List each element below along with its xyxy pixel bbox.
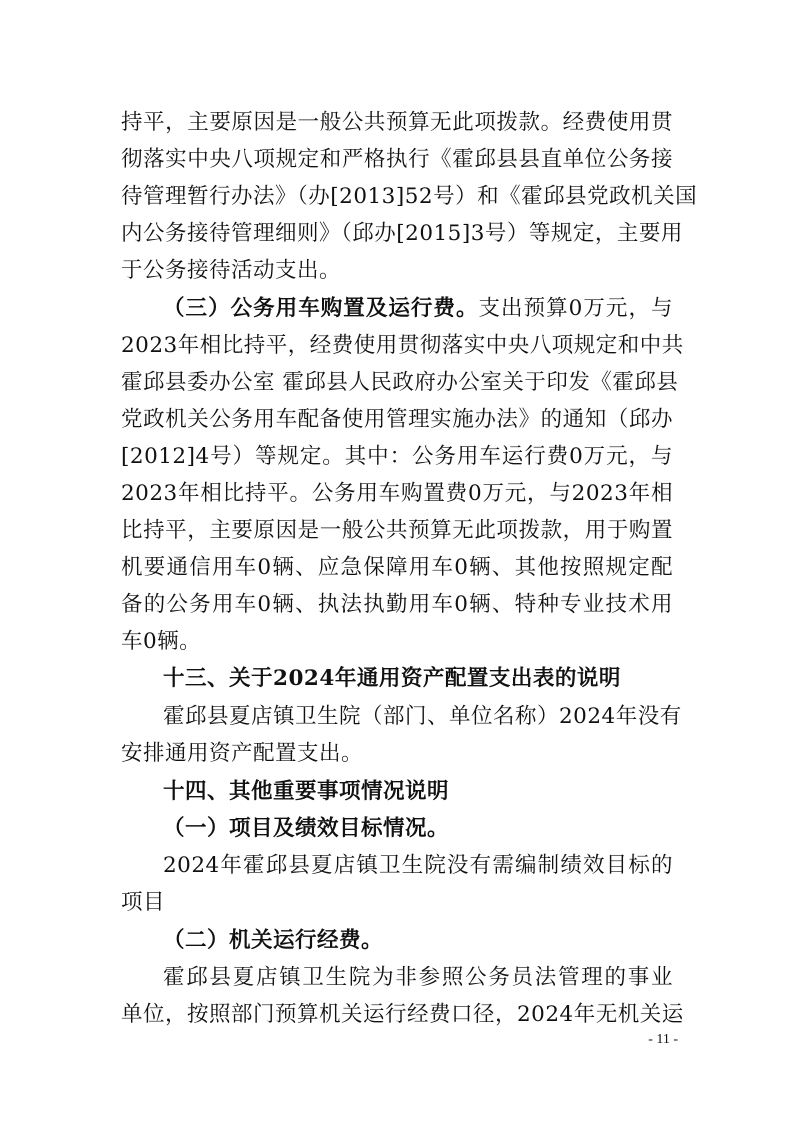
paragraph-line: 持平，主要原因是一般公共预算无此项拨款。经费使用贯 — [121, 110, 673, 135]
paragraph-line: [2012]4号）等规定。其中：公务用车运行费0万元，与 — [121, 444, 673, 469]
section-heading: 十三、关于2024年通用资产配置支出表的说明 — [163, 666, 621, 691]
paragraph-line: 项目 — [121, 890, 166, 915]
paragraph-line: 机要通信用车0辆、应急保障用车0辆、其他按照规定配 — [121, 555, 673, 580]
paragraph-line: 2024年霍邱县夏店镇卫生院没有需编制绩效目标的 — [163, 853, 673, 878]
section-heading: （三）公务用车购置及运行费。 — [163, 296, 479, 321]
section-line — [163, 294, 673, 324]
section-text: 支出预算0万元，与 — [478, 296, 673, 321]
paragraph-line: 霍邱县夏店镇卫生院为非参照公务员法管理的事业 — [163, 965, 673, 990]
paragraph-line: 彻落实中央八项规定和严格执行《霍邱县县直单位公务接 — [121, 147, 673, 172]
paragraph-line: 2023年相比持平。公务用车购置费0万元，与2023年相 — [121, 481, 673, 506]
paragraph-line: 霍邱县夏店镇卫生院（部门、单位名称）2024年没有 — [163, 704, 682, 729]
paragraph-line: 单位，按照部门预算机关运行经费口径，2024年无机关运 — [121, 1002, 684, 1027]
page-number: - 11 - — [648, 1032, 678, 1047]
subsection-heading: （一）项目及绩效目标情况。 — [163, 816, 450, 841]
paragraph-line: 比持平，主要原因是一般公共预算无此项拨款，用于购置 — [121, 518, 673, 543]
paragraph-line: 2023年相比持平，经费使用贯彻落实中央八项规定和中共 — [121, 333, 684, 358]
paragraph-line: 车0辆。 — [121, 629, 202, 654]
section-heading: 十四、其他重要事项情况说明 — [163, 779, 450, 804]
paragraph-line: 霍邱县委办公室 霍邱县人民政府办公室关于印发《霍邱县 — [121, 370, 679, 395]
paragraph-line: 内公务接待管理细则》（邱办[2015]3号）等规定，主要用 — [121, 221, 683, 246]
paragraph-line: 备的公务用车0辆、执法执勤用车0辆、特种专业技术用 — [121, 592, 673, 617]
paragraph-line: 党政机关公务用车配备使用管理实施办法》的通知（邱办 — [121, 407, 673, 432]
subsection-heading: （二）机关运行经费。 — [163, 928, 384, 953]
paragraph-line: 待管理暂行办法》（办[2013]52号）和《霍邱县党政机关国 — [121, 184, 698, 209]
paragraph-line: 于公务接待活动支出。 — [121, 258, 342, 283]
paragraph-line: 安排通用资产配置支出。 — [121, 741, 364, 766]
